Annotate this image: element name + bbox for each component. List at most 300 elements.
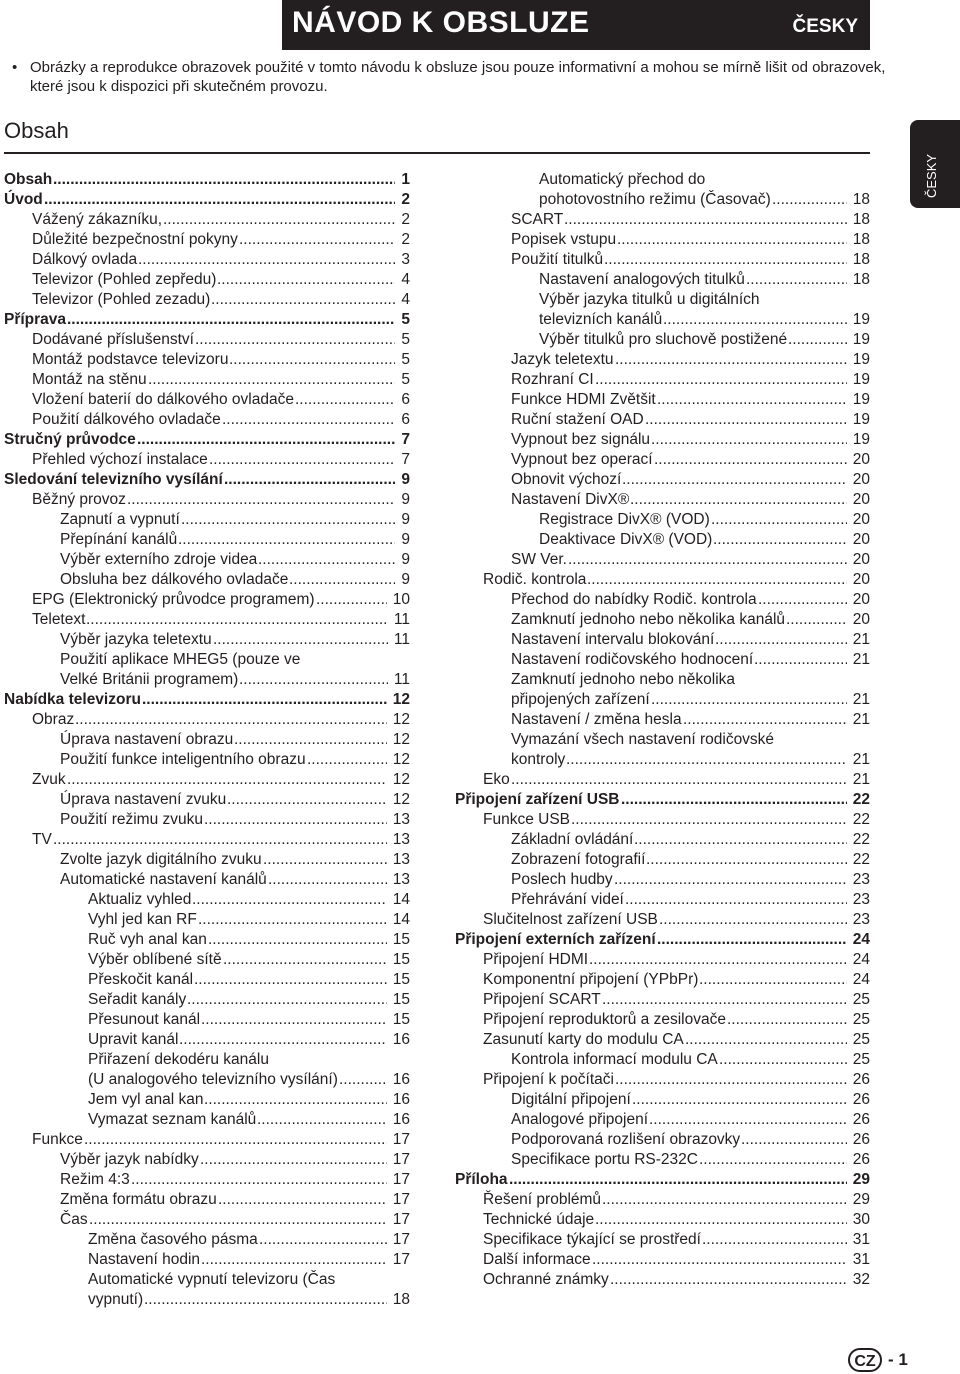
toc-entry-title: Montáž na stěnu	[32, 371, 147, 388]
dot-leader	[227, 790, 387, 810]
toc-page-number: 12	[392, 731, 410, 748]
toc-page-number: 22	[852, 851, 870, 868]
toc-page-number: 9	[401, 531, 410, 548]
toc-page-number: 12	[392, 711, 410, 728]
toc-page-number: 20	[852, 571, 870, 588]
dot-leader	[67, 310, 395, 330]
dot-leader	[754, 650, 847, 670]
dot-leader	[339, 1070, 387, 1090]
toc-page-number: 17	[392, 1191, 410, 1208]
toc-entry-title: televizních kanálů	[539, 311, 663, 328]
toc-entry	[455, 1110, 870, 1130]
toc-entry	[4, 890, 410, 910]
dot-leader	[224, 470, 395, 490]
toc-entry-title: Funkce USB	[483, 811, 571, 828]
toc-page-number: 5	[401, 351, 410, 368]
toc-entry-title: Komponentní připojení (YPbPr)	[483, 971, 699, 988]
toc-entry-title: Připojení k počítači	[483, 1071, 614, 1088]
dot-leader	[204, 810, 387, 830]
toc-entry-title: Podporovaná rozlišení obrazovky	[511, 1131, 741, 1148]
toc-entry	[455, 190, 870, 210]
divider	[4, 152, 870, 154]
toc-entry-title: Změna formátu obrazu	[60, 1191, 217, 1208]
toc-page-number: 18	[852, 211, 870, 228]
toc-entry-title: Připojení HDMI	[483, 951, 589, 968]
toc-entry-title: Vypnout bez signálu	[511, 431, 651, 448]
toc-entry	[455, 270, 870, 290]
toc-entry-title: Přesunout kanál	[88, 1011, 201, 1028]
page-number: - 1	[888, 1350, 908, 1369]
toc-entry-title: Poslech hudby	[511, 871, 613, 888]
toc-page-number: 15	[392, 991, 410, 1008]
toc-page-number: 24	[852, 951, 870, 968]
toc-entry-title: Eko	[483, 771, 510, 788]
toc-entry-title: Televizor (Pohled zezadu)	[32, 291, 211, 308]
toc-page-number: 18	[852, 191, 870, 208]
toc-entry	[4, 610, 410, 630]
toc-entry-title: Výběr jazyka titulků u digitálních	[539, 291, 760, 308]
toc-entry-title: TV	[32, 831, 52, 848]
toc-page-number: 20	[852, 611, 870, 628]
toc-entry-title: Změna časového pásma	[88, 1231, 258, 1248]
toc-page-number: 16	[392, 1031, 410, 1048]
toc-entry	[455, 990, 870, 1010]
toc-page-number: 12	[392, 791, 410, 808]
toc-entry-title: Zobrazení fotografií	[511, 851, 646, 868]
toc-entry	[455, 310, 870, 330]
toc-page-number: 31	[852, 1231, 870, 1248]
toc-entry	[4, 1170, 410, 1190]
dot-leader	[699, 1150, 847, 1170]
dot-leader	[89, 1210, 387, 1230]
dot-leader	[571, 810, 847, 830]
toc-entry	[455, 550, 870, 570]
toc-entry	[455, 510, 870, 530]
toc-page-number: 24	[852, 971, 870, 988]
toc-page-number: 29	[852, 1191, 870, 1208]
toc-page-number: 1	[401, 171, 410, 188]
toc-entry-title: Upravit kanál	[88, 1031, 179, 1048]
toc-page-number: 19	[852, 391, 870, 408]
toc-entry	[4, 650, 410, 670]
toc-entry-title: Vyhl jed kan RF	[88, 911, 197, 928]
toc-entry	[455, 670, 870, 690]
toc-entry	[455, 770, 870, 790]
dot-leader	[788, 330, 847, 350]
toc-entry-title: Deaktivace DivX® (VOD)	[539, 531, 713, 548]
toc-page-number: 17	[392, 1251, 410, 1268]
toc-entry	[4, 270, 410, 290]
toc-entry-title: Teletext	[32, 611, 86, 628]
toc-page-number: 11	[393, 611, 410, 628]
toc-page-number: 20	[852, 451, 870, 468]
toc-entry	[455, 330, 870, 350]
toc-right-column	[455, 170, 870, 1290]
toc-page-number: 9	[401, 471, 410, 488]
toc-page-number: 17	[392, 1171, 410, 1188]
toc-page-number: 20	[852, 491, 870, 508]
toc-entry	[455, 470, 870, 490]
dot-leader	[222, 410, 395, 430]
dot-leader	[75, 710, 387, 730]
toc-entry-title: Rodič. kontrola	[483, 571, 587, 588]
toc-entry-title: Digitální připojení	[511, 1091, 631, 1108]
dot-leader	[685, 1030, 847, 1050]
dot-leader	[268, 870, 387, 890]
language-label: ČESKY	[792, 16, 858, 37]
toc-entry-title: Obsluha bez dálkového ovladače	[60, 571, 289, 588]
toc-entry	[4, 1090, 410, 1110]
dot-leader	[163, 210, 395, 230]
intro-note	[10, 58, 890, 96]
toc-entry	[4, 1110, 410, 1130]
toc-entry	[455, 230, 870, 250]
toc-entry-title: pohotovostního režimu (Časovač)	[539, 191, 771, 208]
dot-leader	[622, 470, 847, 490]
toc-entry-title: Nastavení rodičovského hodnocení	[511, 651, 754, 668]
toc-page-number: 31	[852, 1251, 870, 1268]
toc-page-number: 9	[401, 571, 410, 588]
toc-page-number: 5	[401, 371, 410, 388]
dot-leader	[604, 250, 847, 270]
toc-entry-title: Jazyk teletextu	[511, 351, 614, 368]
toc-entry	[4, 470, 410, 490]
toc-entry	[4, 630, 410, 650]
toc-entry	[4, 910, 410, 930]
toc-entry-title: Přehrávání videí	[511, 891, 624, 908]
toc-left-column	[4, 170, 410, 1310]
dot-leader	[564, 210, 847, 230]
toc-page-number: 21	[852, 711, 870, 728]
toc-entry-title: Zvolte jazyk digitálního zvuku	[60, 851, 262, 868]
toc-page-number: 4	[401, 271, 410, 288]
toc-entry	[4, 550, 410, 570]
toc-entry	[4, 1190, 410, 1210]
toc-entry	[4, 1230, 410, 1250]
toc-entry	[4, 170, 410, 190]
dot-leader	[615, 350, 847, 370]
toc-page-number: 12	[392, 691, 410, 708]
dot-leader	[746, 270, 847, 290]
toc-entry	[4, 1250, 410, 1270]
toc-entry	[455, 390, 870, 410]
toc-entry-title: Specifikace týkající se prostředí	[483, 1231, 701, 1248]
toc-entry	[4, 450, 410, 470]
toc-page-number: 17	[392, 1151, 410, 1168]
toc-page-number: 18	[852, 231, 870, 248]
toc-page-number: 9	[401, 551, 410, 568]
dot-leader	[566, 750, 847, 770]
dot-leader	[683, 710, 847, 730]
dot-leader	[786, 610, 847, 630]
toc-entry	[455, 1150, 870, 1170]
toc-entry-title: Nastavení DivX®	[511, 491, 630, 508]
toc-entry	[455, 250, 870, 270]
toc-entry-title: Obsah	[4, 171, 53, 188]
toc-entry	[4, 370, 410, 390]
toc-entry-title: Velké Británii programem)	[60, 671, 239, 688]
toc-entry-title: Čas	[60, 1211, 88, 1228]
toc-entry-title: (U analogového televizního vysílání)	[88, 1071, 338, 1088]
toc-entry-title: Obraz	[32, 711, 75, 728]
dot-leader	[651, 690, 847, 710]
dot-leader	[595, 1210, 847, 1230]
toc-entry	[4, 1030, 410, 1050]
toc-entry	[455, 870, 870, 890]
toc-page-number: 25	[852, 1051, 870, 1068]
toc-entry-title: Připojení SCART	[483, 991, 601, 1008]
toc-entry-title: Výběr jazyka teletextu	[60, 631, 212, 648]
dot-leader	[646, 850, 847, 870]
toc-entry-title: Přepínání kanálů	[60, 531, 178, 548]
toc-entry-title: Nastavení hodin	[88, 1251, 201, 1268]
toc-entry	[4, 930, 410, 950]
toc-entry	[4, 790, 410, 810]
toc-page-number: 26	[852, 1111, 870, 1128]
dot-leader	[178, 530, 395, 550]
toc-entry	[4, 1290, 410, 1310]
dot-leader	[614, 870, 847, 890]
dot-leader	[239, 670, 388, 690]
toc-entry-title: Analogové připojení	[511, 1111, 649, 1128]
toc-entry-title: Rozhraní CI	[511, 371, 594, 388]
dot-leader	[657, 930, 847, 950]
toc-entry	[455, 210, 870, 230]
toc-entry-title: Vážený zákazníku,	[32, 211, 163, 228]
dot-leader	[53, 830, 387, 850]
dot-leader	[630, 490, 847, 510]
dot-leader	[195, 330, 395, 350]
toc-entry-title: Úprava nastavení obrazu	[60, 731, 234, 748]
toc-entry	[4, 570, 410, 590]
toc-entry	[455, 1230, 870, 1250]
toc-entry-title: Automatické vypnutí televizoru (Čas	[88, 1271, 336, 1288]
toc-entry	[455, 490, 870, 510]
toc-entry-title: SW Ver.	[511, 551, 567, 568]
toc-entry-title: Zamknutí jednoho nebo několika	[511, 671, 736, 688]
toc-entry-title: Použití funkce inteligentního obrazu	[60, 751, 306, 768]
toc-page-number: 12	[392, 771, 410, 788]
toc-entry	[4, 190, 410, 210]
toc-entry	[455, 850, 870, 870]
toc-page-number: 5	[401, 311, 410, 328]
toc-page-number: 23	[852, 911, 870, 928]
dot-leader	[217, 270, 395, 290]
dot-leader	[223, 950, 387, 970]
dot-leader	[702, 1230, 847, 1250]
toc-entry	[4, 670, 410, 690]
toc-entry	[455, 970, 870, 990]
toc-entry-title: Zamknutí jednoho nebo několika kanálů	[511, 611, 786, 628]
toc-entry-title: Řešení problémů	[483, 1191, 602, 1208]
dot-leader	[509, 1170, 847, 1190]
toc-entry	[4, 1050, 410, 1070]
dot-leader	[181, 510, 395, 530]
toc-entry	[4, 250, 410, 270]
toc-page-number: 22	[852, 811, 870, 828]
toc-page-number: 25	[852, 991, 870, 1008]
toc-entry-title: Ruč vyh anal kan	[88, 931, 207, 948]
toc-entry-title: Výběr oblíbené sítě	[88, 951, 222, 968]
toc-entry-title: Úprava nastavení zvuku	[60, 791, 227, 808]
dot-leader	[741, 1130, 847, 1150]
dot-leader	[632, 1090, 847, 1110]
toc-entry-title: Vymazání všech nastavení rodičovské	[511, 731, 775, 748]
toc-entry	[4, 310, 410, 330]
toc-entry	[4, 1150, 410, 1170]
toc-page-number: 2	[401, 231, 410, 248]
toc-page-number: 12	[392, 751, 410, 768]
dot-leader	[258, 550, 395, 570]
toc-entry	[4, 1210, 410, 1230]
dot-leader	[617, 230, 847, 250]
toc-entry	[455, 710, 870, 730]
dot-leader	[634, 830, 847, 850]
toc-page-number: 13	[392, 871, 410, 888]
dot-leader	[649, 1110, 847, 1130]
toc-page-number: 19	[852, 351, 870, 368]
dot-leader	[295, 390, 395, 410]
toc-entry-title: Nastavení / změna hesla	[511, 711, 682, 728]
toc-entry	[4, 290, 410, 310]
toc-entry	[4, 770, 410, 790]
toc-page-number: 18	[852, 271, 870, 288]
dot-leader	[208, 930, 387, 950]
toc-page-number: 26	[852, 1071, 870, 1088]
toc-page-number: 15	[392, 931, 410, 948]
toc-entry	[455, 1250, 870, 1270]
toc-entry-title: Popisek vstupu	[511, 231, 617, 248]
toc-entry	[455, 590, 870, 610]
dot-leader	[131, 1170, 387, 1190]
toc-entry-title: Seřadit kanály	[88, 991, 187, 1008]
manual-title: NÁVOD K OBSLUZE	[292, 6, 590, 39]
toc-entry	[455, 1050, 870, 1070]
toc-entry-title: Připojení externích zařízení	[455, 931, 656, 948]
dot-leader	[711, 510, 847, 530]
dot-leader	[209, 450, 395, 470]
toc-entry	[4, 410, 410, 430]
toc-entry-title: Vypnout bez operací	[511, 451, 653, 468]
toc-entry-title: Funkce HDMI Zvětšit	[511, 391, 656, 408]
toc-entry-title: kontroly	[511, 751, 566, 768]
toc-entry-title: Úvod	[4, 191, 43, 208]
toc-entry	[455, 1170, 870, 1190]
toc-entry-title: Obnovit výchozí	[511, 471, 622, 488]
toc-entry-title: Základní ovládání	[511, 831, 634, 848]
toc-page-number: 26	[852, 1091, 870, 1108]
toc-entry-title: Běžný provoz	[32, 491, 126, 508]
toc-page-number: 13	[392, 851, 410, 868]
toc-entry	[455, 1270, 870, 1290]
dot-leader	[589, 950, 847, 970]
dot-leader	[198, 910, 387, 930]
dot-leader	[179, 1030, 387, 1050]
toc-entry	[455, 1190, 870, 1210]
dot-leader	[234, 730, 387, 750]
toc-page-number: 5	[401, 331, 410, 348]
toc-page-number: 29	[852, 1171, 870, 1188]
toc-entry	[455, 570, 870, 590]
dot-leader	[67, 770, 387, 790]
toc-entry-title: Připojení reproduktorů a zesilovače	[483, 1011, 726, 1028]
dot-leader	[194, 970, 387, 990]
toc-entry	[455, 830, 870, 850]
toc-entry-title: SCART	[511, 211, 564, 228]
toc-page-number: 9	[401, 511, 410, 528]
toc-page-number: 23	[852, 871, 870, 888]
toc-entry	[455, 930, 870, 950]
toc-entry	[455, 530, 870, 550]
toc-entry	[4, 870, 410, 890]
toc-page-number: 7	[401, 431, 410, 448]
toc-entry-title: Nastavení analogových titulků	[539, 271, 745, 288]
dot-leader	[610, 1270, 847, 1290]
toc-entry-title: Ruční stažení OAD	[511, 411, 644, 428]
toc-page-number: 30	[852, 1211, 870, 1228]
toc-entry	[455, 750, 870, 770]
toc-page-number: 17	[392, 1131, 410, 1148]
toc-entry-title: Slučitelnost zařízení USB	[483, 911, 658, 928]
toc-page-number: 13	[392, 831, 410, 848]
toc-entry	[4, 1270, 410, 1290]
toc-entry-title: Registrace DivX® (VOD)	[539, 511, 710, 528]
dot-leader	[568, 550, 847, 570]
toc-entry	[4, 330, 410, 350]
toc-page-number: 21	[852, 631, 870, 648]
toc-page-number: 20	[852, 471, 870, 488]
toc-entry-title: Technické údaje	[483, 1211, 595, 1228]
toc-page-number: 19	[852, 331, 870, 348]
toc-entry	[455, 1070, 870, 1090]
bullet-icon: •	[12, 59, 18, 76]
toc-page-number: 11	[393, 631, 410, 648]
toc-entry-title: Připojení zařízení USB	[455, 791, 620, 808]
toc-entry	[455, 730, 870, 750]
dot-leader	[187, 990, 387, 1010]
dot-leader	[772, 190, 847, 210]
toc-entry-title: Automatický přechod do	[539, 171, 706, 188]
dot-leader	[204, 1090, 387, 1110]
toc-page-number: 20	[852, 551, 870, 568]
toc-page-number: 14	[392, 911, 410, 928]
toc-entry-title: Stručný průvodce	[4, 431, 136, 448]
toc-entry	[4, 210, 410, 230]
toc-entry-title: Přeskočit kanál	[88, 971, 194, 988]
toc-entry	[455, 410, 870, 430]
dot-leader	[727, 1010, 847, 1030]
dot-leader	[137, 430, 395, 450]
toc-entry	[455, 1090, 870, 1110]
toc-entry	[4, 690, 410, 710]
toc-entry-title: Přechod do nabídky Rodič. kontrola	[511, 591, 757, 608]
dot-leader	[663, 310, 847, 330]
toc-entry	[4, 990, 410, 1010]
dot-leader	[200, 1150, 387, 1170]
toc-entry-title: Automatické nastavení kanálů	[60, 871, 267, 888]
toc-entry	[4, 490, 410, 510]
toc-entry	[4, 230, 410, 250]
page-header	[282, 0, 870, 50]
toc-page-number: 21	[852, 751, 870, 768]
dot-leader	[511, 770, 847, 790]
dot-leader	[592, 1250, 847, 1270]
dot-leader	[44, 190, 395, 210]
toc-page-number: 6	[401, 391, 410, 408]
toc-entry	[455, 370, 870, 390]
toc-entry-title: Přehled výchozí instalace	[32, 451, 208, 468]
country-badge: CZ	[848, 1348, 882, 1372]
